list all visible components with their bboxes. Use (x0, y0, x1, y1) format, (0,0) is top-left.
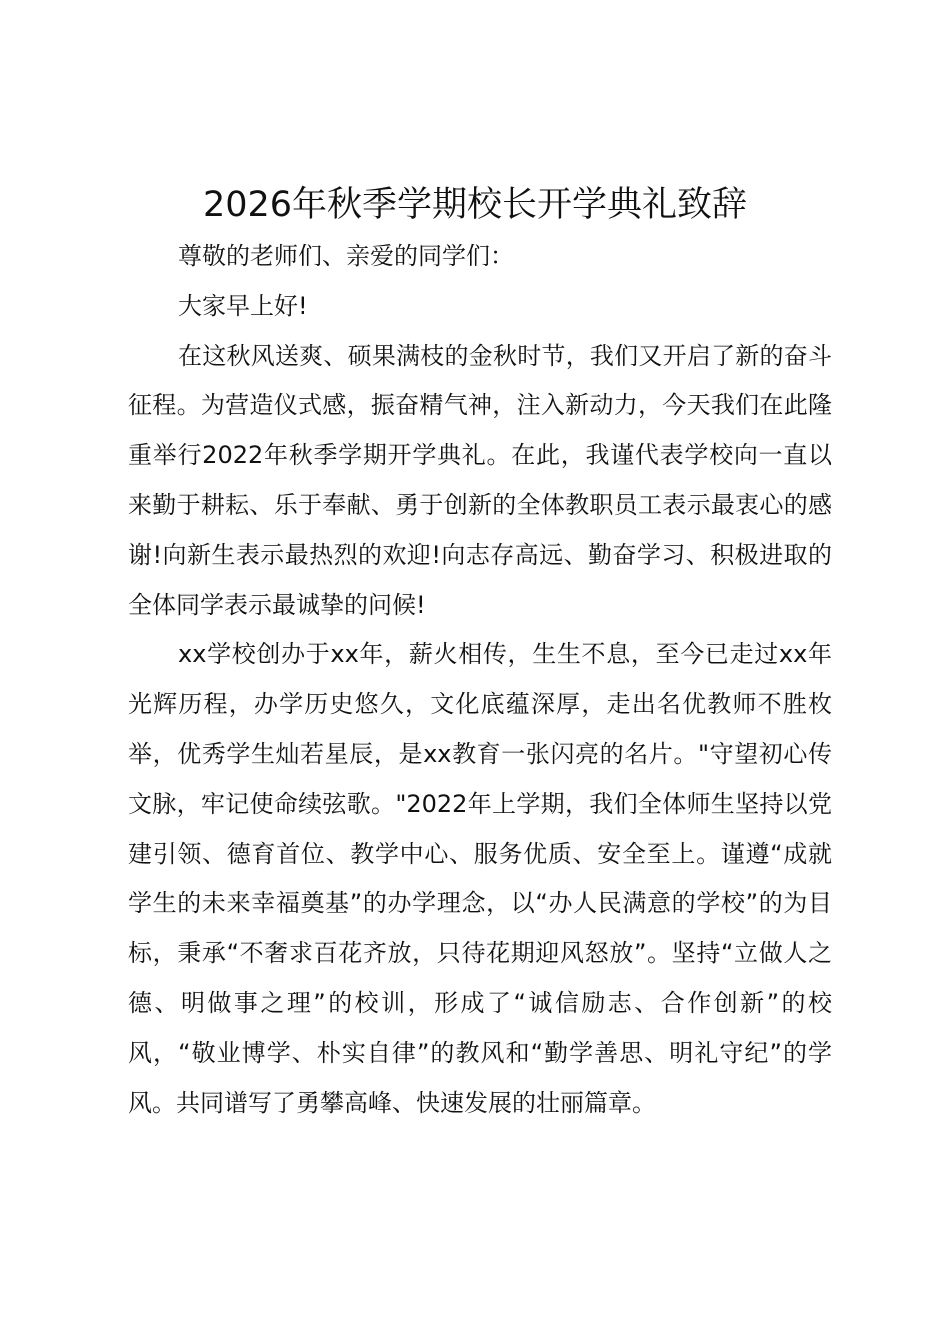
paragraph: 在这秋风送爽、硕果满枝的金秋时节，我们又开启了新的奋斗征程。为营造仪式感，振奋精气神，注入新动力，今天我们在此隆重举行2022年秋季学期开学典礼。在此，我谨代表学校向一直以来勤于耕耘、乐于奉献、勇于创新的全体教职员工表示最衷心的感谢!向新生表示最热烈的欢迎!向志存高远、勤奋学习、积极进取的全体同学表示最诚挚的问候! (128, 341, 832, 619)
document-body (128, 232, 832, 1128)
document-title: 2026年秋季学期校长开学典礼致辞 (202, 185, 748, 225)
salutation: 尊敬的老师们、亲爱的同学们： (178, 242, 514, 270)
paragraph: xx学校创办于xx年，薪火相传，生生不息，至今已走过xx年光辉历程，办学历史悠久，文化底蕴深厚，走出名优教师不胜枚举，优秀学生灿若星辰，是xx教育一张闪亮的名片。"守望初心传文脉，牢记使命续弦歌。"2022年上学期，我们全体师生坚持以党建引领、德育首位、教学中心、服务优质、安全至上。谨遵“成就学生的未来幸福奠基”的办学理念，以“办人民满意的学校”的为目标，秉承“不奢求百花齐放，只待花期迎风怒放”。坚持“立做人之德、明做事之理”的校训，形成了“诚信励志、合作创新”的校风，“敬业博学、朴实自律”的教风和“勤学善思、明礼守纪”的学风。共同谱写了勇攀高峰、快速发展的壮丽篇章。 (128, 640, 832, 1117)
greeting: 大家早上好! (178, 291, 308, 320)
